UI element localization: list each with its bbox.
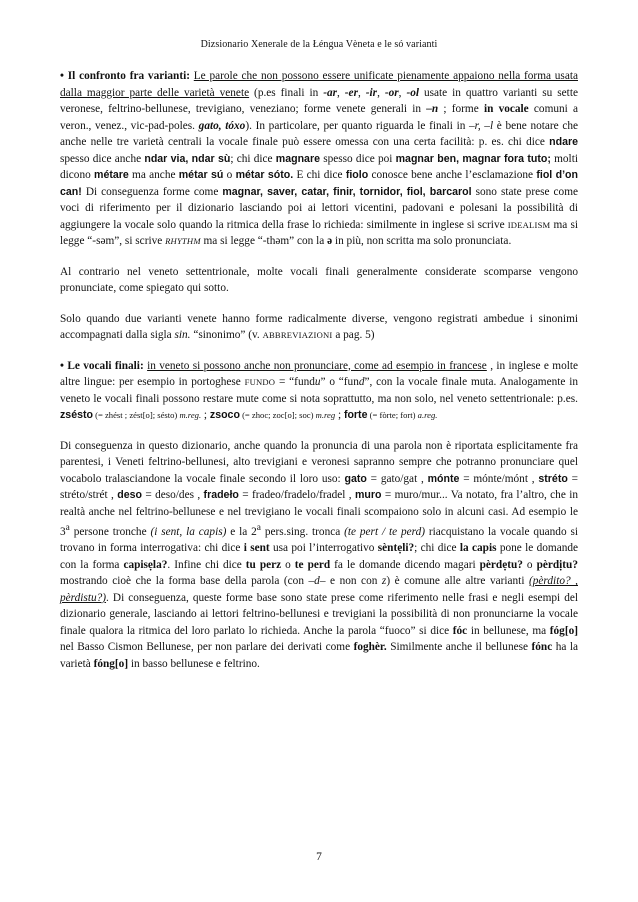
text-run: = muro/mur... Va notato, fra l’altro, che in realtà anche nel feltrino-bellunese e nel trevigiano le vocali finali scompaiono solo in alcuni casi. Ad esempio le 3 <box>60 489 578 538</box>
section-heading-confronto: • Il confronto fra varianti: <box>60 70 190 82</box>
text-run: molti dicono <box>60 152 578 181</box>
variants-zsesto: (= zhést ; zést[o]; sésto) <box>92 410 180 420</box>
text-run: ; chi dice <box>230 152 276 165</box>
text-run: è bene notare che anche nelle tre varietà centrali la vocale finale può essere omessa con una certa facilità: p. es. chi dice <box>60 119 579 148</box>
text-run: ). In particolare, per quanto riguarda le finali in <box>245 119 470 132</box>
example-senteli: sèntẹli? <box>377 542 415 555</box>
example-perditu: pèrdịtu? <box>536 558 578 571</box>
text-run: ; <box>335 409 344 421</box>
example-fiolo: fiolo <box>345 169 369 181</box>
text-run: ” o “fun <box>320 376 359 388</box>
example-fogo: fóg[o] <box>549 624 578 637</box>
example-i-sent: (i sent, la capis) <box>150 525 227 538</box>
paragraph-vocali-finali <box>60 358 578 424</box>
text-run: a pag. 5) <box>332 329 375 341</box>
letter-u: u <box>314 376 321 388</box>
variants-forte: (= fòrte; fort) <box>367 410 418 420</box>
suffix-r-l: –r, –l <box>469 119 494 132</box>
underlined-statement: Le parole che non possono essere unificate pienamente appaiono nella forma usata dalla maggior parte delle varietà venete <box>60 70 578 99</box>
section-heading-vocali-finali: • Le vocali finali: <box>60 359 144 372</box>
text-run: spesso dice poi <box>319 152 396 165</box>
text-run: = stréto/strét , <box>60 472 578 501</box>
example-ndare: ndare <box>549 136 578 148</box>
page-number: 7 <box>316 851 322 863</box>
text-run: , in inglese e molte altre lingue: per esempio in portoghese <box>60 359 579 388</box>
text-run: mostrando cioè che la forma base della parola (con <box>60 575 309 588</box>
text-run: Di conseguenza forme come <box>81 185 223 198</box>
text-run: Similmente anche il bellunese <box>386 641 532 654</box>
paragraph-confronto-varianti <box>60 68 578 250</box>
text-run: ; <box>201 409 210 421</box>
text-run: , <box>357 86 366 99</box>
superscript-a: a <box>256 523 261 533</box>
abbr-sin: sin. <box>174 329 191 341</box>
suffix-ir: -ir <box>365 86 378 99</box>
paragraph-conseguenza <box>60 438 578 673</box>
paragraph-sinonimi <box>60 311 578 344</box>
ref-abbreviazioni: ABBREVIAZIONI <box>262 330 333 340</box>
text-run: comuni a veron., venez., vic-pad-poles. <box>60 103 579 132</box>
text-run: e non con <box>325 575 382 588</box>
text-run: o <box>522 558 537 571</box>
paragraph-veneto-settentrionale: Al contrario nel veneto settentrionale, molte vocali finali generalmente considerate scomparse vengono pronunciate, come spiegato qui sotto. <box>60 265 578 294</box>
suffix-ol: -ol <box>406 86 420 99</box>
example-forte: forte <box>343 409 368 421</box>
word-fundo: FUNDO <box>244 377 276 387</box>
text-run: pone le domande con la forma <box>60 542 579 571</box>
example-ndar-via: ndar via, ndar sù <box>144 152 231 165</box>
text-run: in basso bellunese e feltrino. <box>128 657 260 670</box>
schwa-symbol: ə <box>327 235 333 247</box>
text-run: (p.es finali in <box>249 86 324 99</box>
text-run: = fradeo/fradelo/fradel , <box>238 489 355 501</box>
text-run: Solo quando due varianti venete hanno forme radicalmente diverse, vengono registrati ambedue i sinonimi accompagnati dalla sigla <box>60 312 578 341</box>
text-run: persone tronche <box>69 525 151 538</box>
suffix-or: -or <box>384 86 399 99</box>
text-run: spesso dice anche <box>60 152 145 165</box>
abbr-areg: a.reg. <box>417 410 438 420</box>
text-run: = “fund <box>275 376 315 388</box>
text-run: in bellunese, ma <box>467 624 550 637</box>
example-fonc: fónc <box>531 641 553 654</box>
text-run: = mónte/mónt , <box>459 472 539 485</box>
example-la-capis: la capis <box>459 542 497 555</box>
example-perdetu: pèrdẹtu? <box>479 558 523 571</box>
example-foc: fóc <box>452 624 468 637</box>
text-run: E chi dice <box>293 169 346 181</box>
text-run: ma anche <box>128 169 179 181</box>
text-run: ; forme <box>438 103 484 115</box>
example-metar-su: métar sú <box>178 169 224 181</box>
example-fogher: foghèr. <box>353 641 387 654</box>
variants-zsoco: (= zhoc; zoc[o]; soc) <box>239 410 316 420</box>
example-muro: muro <box>354 489 382 501</box>
example-te-pert: (te pert / te perd) <box>344 525 426 538</box>
text-run: , <box>377 86 385 99</box>
example-streto: stréto <box>538 472 568 485</box>
text-run: . Infine chi dice <box>167 558 246 571</box>
text-run: pers.sing. tronca <box>260 525 345 538</box>
example-metar-soto: métar sóto. <box>235 169 294 181</box>
letter-z: z <box>381 575 387 588</box>
text-run: “sinonimo” (v. <box>190 329 263 341</box>
letter-d-dash: –d– <box>308 575 326 588</box>
text-run: , <box>398 86 407 99</box>
text-run: ma si legge “-səm”, si scrive <box>60 218 578 247</box>
running-header: Dizsionario Xenerale de la Łéngua Vèneta e le só varianti <box>200 39 438 50</box>
text-run: Di conseguenza in questo dizionario, anche quando la pronuncia di una parola non è riportata esplicitamente fra parentesi, i Veneti feltrino-bellunesi, alto trevigiani e veronesi sapranno sempre che potranno pronunciare quel vocabolo tralasciandone la vocale finale secondo il loro uso: <box>60 439 578 485</box>
text-run: sono state prese come voci di riferimento per il dizionario lasciando poi ai lettori vicentini, padovani e polesani la possibilità di aggiungere la vocale solo quando la ritmica della frase lo richieda: similmente in inglese si scrive <box>60 185 579 231</box>
text-run: conosce bene anche l’esclamazione <box>368 169 537 181</box>
example-fradelo: fradeło <box>203 489 239 501</box>
text-run: riacquistano la vocale quando si trovano in forma interrogativa: chi dice <box>60 525 578 555</box>
example-reference-forms: magnar, saver, catar, finir, tornidor, fiol, barcarol <box>222 185 472 198</box>
example-gato-toxo: gato, tóxo <box>198 119 246 132</box>
example-magnare: magnare <box>275 152 320 165</box>
example-te-perd: te perd <box>294 558 331 571</box>
example-zsoco: zsoco <box>209 409 240 421</box>
document-body <box>60 68 578 686</box>
term-in-vocale: in vocale <box>483 103 529 115</box>
text-run: = gato/gat , <box>366 472 428 485</box>
text-run: usate in quattro varianti su sette veronese, feltrino-bellunese, trevigiano, veneziano; forme venete generali in <box>60 86 578 115</box>
text-run: ) è comune alle altre varianti <box>386 575 529 588</box>
text-run: ; chi dice <box>414 542 460 555</box>
text-run: usa poi l’interrogativo <box>269 542 378 555</box>
text-run: ”, con la vocale finale muta. Analogamente in veneto le vocali finali possono restare mute come si nota soprattutto, ma non solo, nel veneto settentrionale: p.es. <box>60 376 578 405</box>
superscript-a: a <box>65 523 70 533</box>
text-run: e la 2 <box>226 525 257 538</box>
example-tu-perz: tu perz <box>245 558 282 571</box>
letter-d: d <box>358 376 365 388</box>
example-fongo: fóng[o] <box>93 657 129 670</box>
word-rhythm: RHYTHM <box>165 236 201 246</box>
text-run: . Di conseguenza, queste forme base sono state prese come riferimento nelle frasi e negli esempi del dizionario generale, lasciando ai lettori feltrino-bellunesi e trevigiani la possibilità di non pronunciarne la vocale finale qualora la ritmica del loro parlato lo richieda. Anche la parola “fuoco” si dice <box>60 591 578 637</box>
text-run: = deso/des , <box>141 489 204 501</box>
example-deso: deso <box>117 489 142 501</box>
abbr-mreg: m.reg. <box>179 410 202 420</box>
text-run: o <box>281 558 295 571</box>
suffix-n: –n <box>426 103 439 115</box>
suffix-ar: -ar <box>323 86 338 99</box>
example-perdito: (pèrdito? , pèrdistu?) <box>60 575 578 604</box>
suffix-er: -er <box>344 86 358 99</box>
abbr-mreg: m.reg <box>315 410 336 420</box>
word-idealism: IDEALISM <box>507 219 551 230</box>
text-run: o <box>223 169 236 181</box>
example-gato: gato <box>344 472 367 485</box>
example-magnar-ben: magnar ben, magnar fora tuto; <box>395 152 551 165</box>
example-monte: mónte <box>427 472 460 485</box>
underlined-statement: in veneto si possono anche non pronunciare, come ad esempio in francese <box>147 359 487 372</box>
example-metare: métare <box>94 169 129 181</box>
text-run: , <box>337 86 345 99</box>
text-run: ma si legge “-thəm” con la <box>200 235 328 247</box>
example-zsesto: zsésto <box>60 409 93 421</box>
text-run: in più, non scritta ma solo pronunciata. <box>332 235 512 247</box>
text-run: ha la varietà <box>60 641 578 670</box>
example-i-sent-bold: i sent <box>243 542 270 555</box>
text-run: fa le domande dicendo magari <box>330 558 480 571</box>
text-run: nel Basso Cismon Bellunese, per non parlare dei derivati come <box>60 641 354 654</box>
example-fiol-don-can: fiol d’on can! <box>60 169 578 198</box>
example-capisela: capisẹla? <box>123 558 168 571</box>
